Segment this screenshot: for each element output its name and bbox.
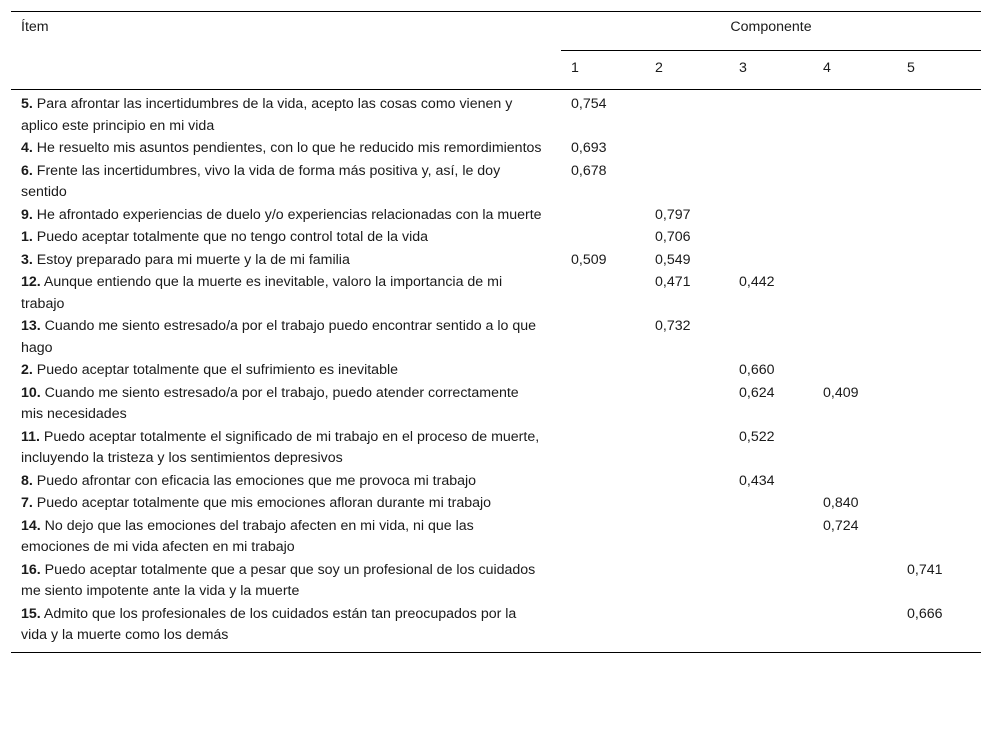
table-row — [11, 427, 981, 471]
loading-cell-component-5 — [897, 272, 981, 316]
loading-cell-component-5 — [897, 516, 981, 560]
loading-cell-component-2: 0,797 — [655, 206, 691, 223]
loading-cell-component-1 — [561, 383, 645, 427]
loading-cell-component-3 — [729, 604, 813, 653]
loading-cell-component-3 — [729, 138, 813, 161]
table-row — [11, 493, 981, 516]
item-text: He resuelto mis asuntos pendientes, con lo que he reducido mis remordimientos — [32, 140, 542, 156]
loading-cell-component-4: 0,724 — [823, 517, 859, 534]
table-row — [11, 250, 981, 273]
item-text: Aunque entiendo que la muerte es inevitable, valoro la importancia de mi trabajo — [21, 274, 503, 312]
item-number: 8. — [21, 472, 33, 489]
component-loadings-table — [11, 11, 981, 653]
loading-cell-component-2 — [645, 493, 729, 516]
table-row — [11, 360, 981, 383]
loading-cell-component-4 — [813, 227, 897, 250]
loading-cell-component-3 — [729, 90, 813, 139]
loading-cell-component-3 — [729, 227, 813, 250]
item-number: 13. — [21, 318, 41, 334]
loading-cell-component-3 — [729, 316, 813, 360]
item-cell — [11, 493, 561, 516]
component-2-header: 2 — [645, 51, 729, 90]
loading-cell-component-2 — [645, 383, 729, 427]
loading-cell-component-3 — [729, 250, 813, 273]
loading-cell-component-3: 0,522 — [739, 428, 775, 445]
loading-cell-component-1 — [561, 604, 645, 653]
item-cell — [11, 227, 561, 250]
loading-cell-component-5 — [897, 138, 981, 161]
table-row — [11, 316, 981, 360]
loading-cell-component-5 — [897, 316, 981, 360]
item-cell — [11, 161, 561, 205]
loading-cell-component-3 — [729, 161, 813, 205]
component-5-header: 5 — [897, 51, 981, 90]
loading-cell-component-1 — [561, 205, 645, 228]
loading-cell-component-2: 0,706 — [655, 229, 691, 245]
table-row — [11, 560, 981, 604]
loading-cell-component-1 — [561, 227, 645, 250]
loading-cell-component-1: 0,678 — [571, 162, 607, 179]
item-cell — [11, 383, 561, 427]
table-row — [11, 227, 981, 250]
item-text: Admito que los profesionales de los cuidados están tan preocupados por la vida y la muerte como los demás — [21, 605, 517, 643]
item-column-header: Ítem — [11, 12, 561, 51]
loading-cell-component-3: 0,434 — [739, 472, 775, 489]
loading-cell-component-5 — [897, 250, 981, 273]
component-column-header: Componente — [561, 12, 981, 51]
loading-cell-component-3 — [729, 205, 813, 228]
loading-cell-component-4: 0,840 — [823, 495, 859, 511]
loading-cell-component-4 — [813, 250, 897, 273]
header-row-components — [11, 51, 981, 90]
loading-cell-component-2 — [645, 516, 729, 560]
table-row — [11, 138, 981, 161]
loading-cell-component-1 — [561, 516, 645, 560]
loading-cell-component-3 — [729, 516, 813, 560]
item-text: Frente las incertidumbres, vivo la vida de forma más positiva y, así, le doy sentido — [21, 162, 501, 200]
item-number: 6. — [21, 162, 33, 179]
item-number: 10. — [21, 384, 41, 401]
table-row — [11, 205, 981, 228]
loading-cell-component-4 — [813, 205, 897, 228]
loading-cell-component-4 — [813, 272, 897, 316]
loading-cell-component-1: 0,754 — [571, 96, 607, 112]
item-text: Estoy preparado para mi muerte y la de mi familia — [32, 251, 350, 268]
loading-cell-component-4: 0,409 — [823, 384, 859, 401]
item-number: 5. — [21, 96, 33, 112]
table-row — [11, 516, 981, 560]
loading-cell-component-4 — [813, 560, 897, 604]
item-cell — [11, 516, 561, 560]
loading-cell-component-4 — [813, 604, 897, 653]
item-number: 11. — [21, 428, 40, 445]
item-number: 7. — [21, 495, 33, 511]
loading-cell-component-3: 0,442 — [739, 274, 775, 290]
item-cell — [11, 427, 561, 471]
item-text: No dejo que las emociones del trabajo afecten en mi vida, ni que las emociones de mi vida afecten en mi trabajo — [21, 517, 474, 555]
loading-cell-component-5: 0,666 — [897, 604, 981, 653]
loading-cell-component-2 — [645, 90, 729, 139]
loading-cell-component-5 — [897, 383, 981, 427]
item-cell — [11, 138, 561, 161]
item-text: Puedo afrontar con eficacia las emociones que me provoca mi trabajo — [32, 472, 477, 489]
item-number: 14. — [21, 517, 41, 534]
item-text: Puedo aceptar totalmente que mis emociones afloran durante mi trabajo — [32, 495, 492, 511]
loading-cell-component-2 — [645, 138, 729, 161]
table-body — [11, 90, 981, 653]
loading-cell-component-3 — [729, 560, 813, 604]
item-text: Cuando me siento estresado/a por el trabajo, puedo atender correctamente mis necesidades — [21, 384, 519, 422]
loading-cell-component-2: 0,732 — [655, 318, 691, 334]
item-number: 1. — [21, 229, 33, 245]
component-1-header: 1 — [561, 51, 645, 90]
loading-cell-component-4 — [813, 90, 897, 139]
loading-cell-component-3: 0,660 — [739, 362, 775, 378]
loading-cell-component-1 — [561, 560, 645, 604]
loading-cell-component-2 — [645, 471, 729, 494]
item-cell — [11, 250, 561, 273]
item-text: Puedo aceptar totalmente el significado de mi trabajo en el proceso de muerte, incluyendo la tristeza y los sentimientos depresivos — [21, 428, 540, 466]
loading-cell-component-2 — [645, 427, 729, 471]
item-number: 3. — [21, 251, 33, 268]
item-text: Cuando me siento estresado/a por el trabajo puedo encontrar sentido a lo que hago — [21, 318, 537, 356]
loading-cell-component-4 — [813, 471, 897, 494]
item-cell — [11, 205, 561, 228]
item-text: Puedo aceptar totalmente que no tengo control total de la vida — [32, 229, 429, 245]
loading-cell-component-4 — [813, 316, 897, 360]
loading-cell-component-5 — [897, 161, 981, 205]
item-number: 4. — [21, 140, 33, 156]
table-row — [11, 471, 981, 494]
loading-cell-component-2 — [645, 161, 729, 205]
loading-cell-component-5: 0,741 — [907, 561, 943, 578]
item-number: 16. — [21, 561, 41, 578]
loading-cell-component-2 — [645, 604, 729, 653]
component-4-header: 4 — [813, 51, 897, 90]
item-cell — [11, 316, 561, 360]
loading-cell-component-5 — [897, 493, 981, 516]
loading-cell-component-4 — [813, 161, 897, 205]
loading-cell-component-1: 0,693 — [571, 140, 607, 156]
table-container — [11, 11, 981, 653]
loading-cell-component-4 — [813, 138, 897, 161]
loading-cell-component-5 — [897, 227, 981, 250]
header-row-top — [11, 12, 981, 51]
item-text: Para afrontar las incertidumbres de la vida, acepto las cosas como vienen y aplico este principio en mi vida — [21, 96, 513, 134]
loading-cell-component-2: 0,471 — [655, 274, 691, 290]
component-3-header: 3 — [729, 51, 813, 90]
loading-cell-component-3 — [729, 493, 813, 516]
item-cell — [11, 471, 561, 494]
loading-cell-component-5 — [897, 471, 981, 494]
table-row — [11, 383, 981, 427]
loading-cell-component-3: 0,624 — [739, 384, 775, 401]
loading-cell-component-5 — [897, 90, 981, 139]
item-text: He afrontado experiencias de duelo y/o experiencias relacionadas con la muerte — [32, 206, 542, 223]
loading-cell-component-5 — [897, 360, 981, 383]
loading-cell-component-1: 0,509 — [571, 251, 607, 268]
item-cell — [11, 360, 561, 383]
loading-cell-component-1 — [561, 493, 645, 516]
loading-cell-component-1 — [561, 316, 645, 360]
loading-cell-component-1 — [561, 471, 645, 494]
item-text: Puedo aceptar totalmente que el sufrimiento es inevitable — [32, 362, 398, 378]
loading-cell-component-2 — [645, 560, 729, 604]
item-number: 2. — [21, 362, 33, 378]
item-cell — [11, 560, 561, 604]
loading-cell-component-1 — [561, 427, 645, 471]
table-row — [11, 90, 981, 139]
item-text: Puedo aceptar totalmente que a pesar que soy un profesional de los cuidados me siento impotente ante la vida y la muerte — [21, 561, 536, 599]
table-row — [11, 272, 981, 316]
loading-cell-component-1 — [561, 272, 645, 316]
item-number: 9. — [21, 206, 33, 223]
loading-cell-component-2: 0,549 — [655, 251, 691, 268]
loading-cell-component-5 — [897, 427, 981, 471]
item-number: 12. — [21, 274, 41, 290]
item-cell — [11, 604, 561, 653]
loading-cell-component-5 — [897, 205, 981, 228]
loading-cell-component-2 — [645, 360, 729, 383]
item-cell — [11, 272, 561, 316]
item-cell — [11, 90, 561, 139]
loading-cell-component-4 — [813, 427, 897, 471]
table-row — [11, 604, 981, 653]
loading-cell-component-1 — [561, 360, 645, 383]
loading-cell-component-4 — [813, 360, 897, 383]
item-column-header-spacer — [11, 51, 561, 90]
table-row — [11, 161, 981, 205]
item-number: 15. — [21, 605, 41, 622]
